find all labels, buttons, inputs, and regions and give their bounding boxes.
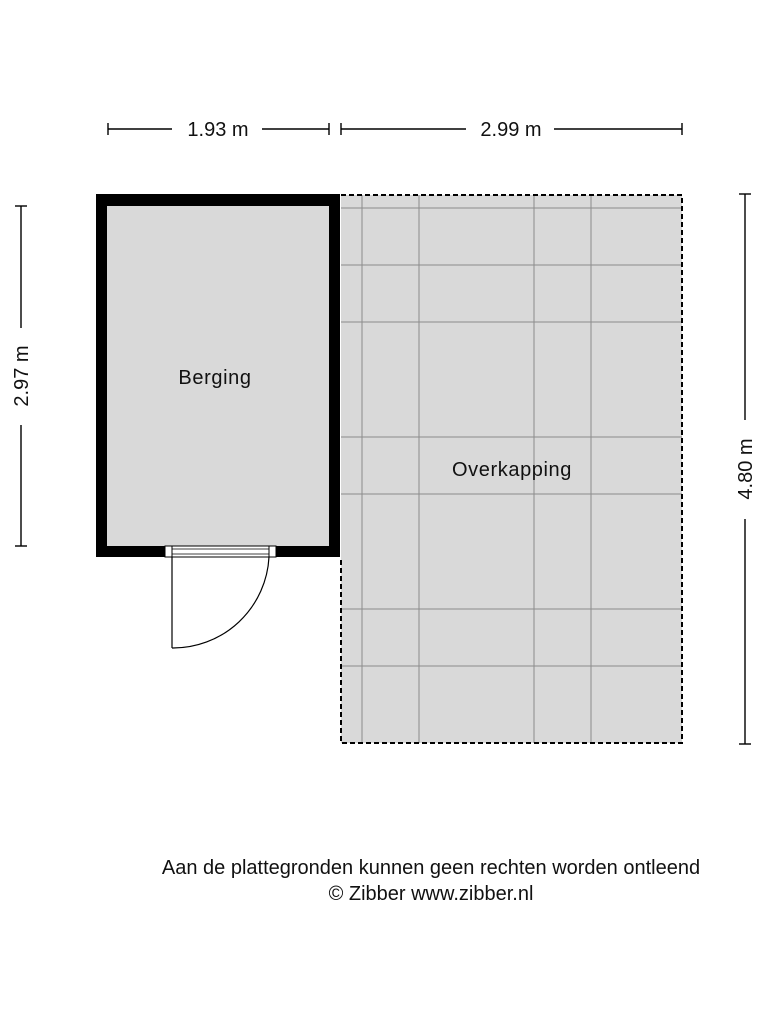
door bbox=[165, 546, 276, 648]
canopy-label: Overkapping bbox=[452, 459, 572, 481]
copyright-text: © Zibber www.zibber.nl bbox=[328, 883, 534, 905]
disclaimer-text: Aan de plattegronden kunnen geen rechten worden ontleend bbox=[161, 857, 701, 879]
dimension-left bbox=[11, 206, 33, 546]
dimension-top-left bbox=[108, 119, 329, 141]
dimension-right bbox=[735, 194, 757, 744]
dimension-right-label: 4.80 m bbox=[735, 438, 757, 500]
storage-label: Berging bbox=[178, 367, 252, 389]
dimension-top-right bbox=[341, 119, 682, 141]
dimension-top-right-label: 2.99 m bbox=[480, 119, 542, 141]
storage-room bbox=[96, 194, 340, 648]
canopy-area bbox=[341, 195, 682, 743]
dimension-top-left-label: 1.93 m bbox=[187, 119, 249, 141]
dimension-left-label: 2.97 m bbox=[11, 345, 33, 407]
